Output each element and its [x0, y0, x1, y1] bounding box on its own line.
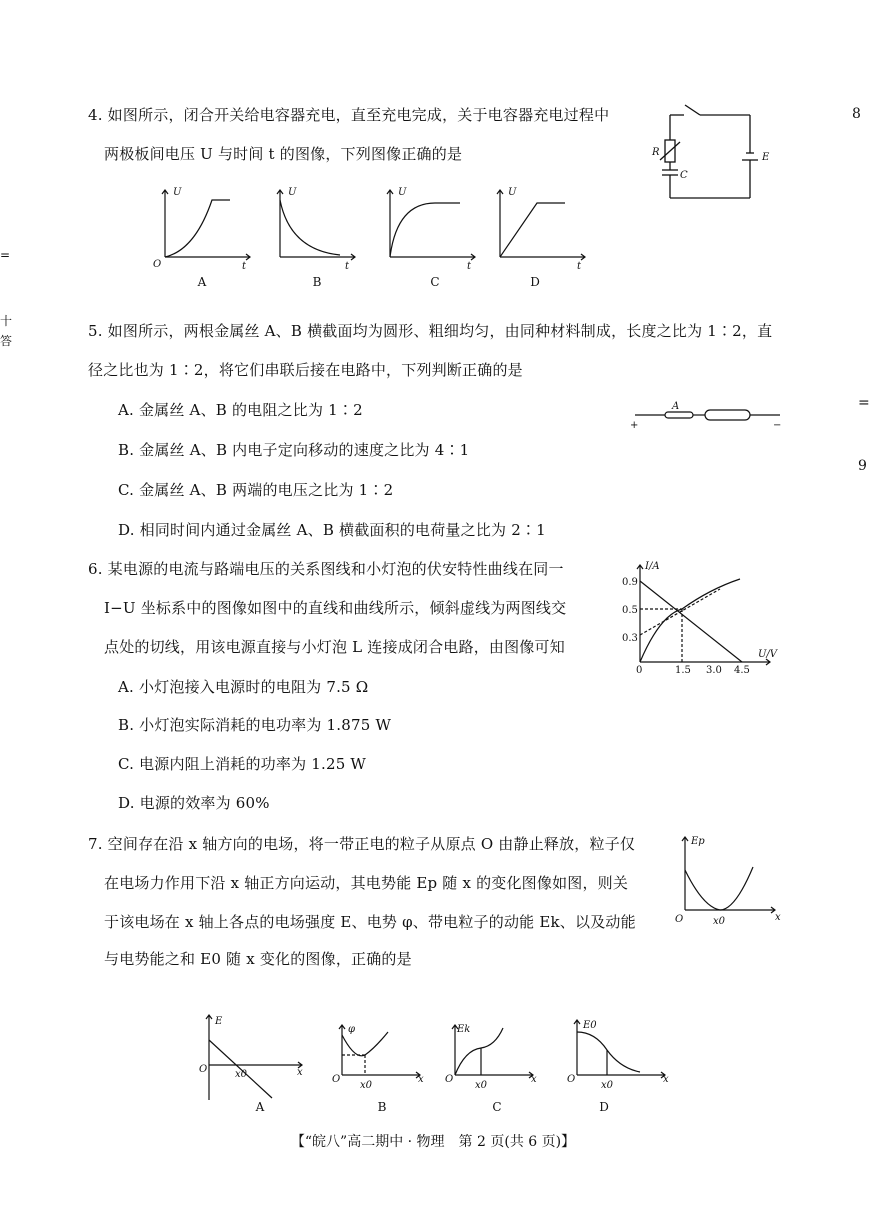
- q7-ep-graph: [675, 832, 785, 927]
- q4-graph-a: [150, 185, 260, 275]
- q7-graph-c: [443, 1020, 543, 1100]
- q7a-ylabel: E: [215, 1016, 223, 1027]
- q4c-xlabel: t: [467, 261, 472, 272]
- q7-graph-d: [565, 1020, 675, 1100]
- q7-line3: 于该电场在 x 轴上各点的电场强度 E、电势 φ、带电粒子的动能 Ek、以及动能: [104, 913, 636, 931]
- circuit-label-e: E: [762, 152, 770, 163]
- q6-xtick-0: 1.5: [675, 665, 691, 676]
- q7a-xlabel: x: [297, 1067, 303, 1078]
- wire-minus: −: [773, 420, 782, 431]
- q4-caption-c: C: [430, 275, 440, 289]
- q6-origin: 0: [636, 665, 643, 676]
- q7-caption-a: A: [255, 1100, 265, 1114]
- q7b-x0: x0: [360, 1080, 373, 1091]
- q6-ylabel: I/A: [645, 561, 660, 572]
- q7c-ylabel: Ek: [457, 1024, 471, 1035]
- q6-option-a: A. 小灯泡接入电源时的电阻为 7.5 Ω: [118, 678, 369, 696]
- margin-mark-left2: 十: [0, 314, 13, 328]
- wire-label-a: A: [672, 401, 680, 412]
- q7a-x0: x0: [235, 1069, 248, 1080]
- circuit-label-r: R: [652, 147, 660, 158]
- q7d-origin: O: [567, 1074, 576, 1085]
- margin-mark-8: 8: [852, 106, 861, 122]
- q7-caption-c: C: [492, 1100, 502, 1114]
- q4-caption-b: B: [312, 275, 322, 289]
- q4-caption-a: A: [197, 275, 207, 289]
- q6-xtick-2: 4.5: [734, 665, 750, 676]
- q6-line1: 6. 某电源的电流与路端电压的关系图线和小灯泡的伏安特性曲线在同一: [88, 560, 564, 578]
- q4c-ylabel: U: [398, 187, 407, 198]
- q5-wire-diagram: [630, 400, 790, 430]
- page-footer: 【“皖八”高二期中 · 物理 第 2 页(共 6 页)】: [290, 1134, 576, 1150]
- q6-option-c: C. 电源内阻上消耗的功率为 1.25 W: [118, 755, 367, 773]
- circuit-label-c: C: [680, 170, 688, 181]
- q7c-xlabel: x: [531, 1074, 537, 1085]
- q5-option-d: D. 相同时间内通过金属丝 A、B 横截面积的电荷量之比为 2∶1: [118, 521, 546, 539]
- q7b-xlabel: x: [418, 1074, 424, 1085]
- q4-graph-b: [265, 185, 375, 275]
- q7d-x0: x0: [601, 1080, 614, 1091]
- q6-ytick-1: 0.5: [622, 605, 638, 616]
- q7-line4: 与电势能之和 E0 随 x 变化的图像，正确的是: [104, 950, 412, 968]
- q6-xlabel: U/V: [758, 649, 778, 660]
- q7-ep-origin: O: [675, 914, 684, 925]
- q7a-origin: O: [199, 1064, 208, 1075]
- q7-caption-d: D: [599, 1100, 609, 1114]
- q7-graph-b: [330, 1020, 430, 1100]
- q4b-xlabel: t: [345, 261, 350, 272]
- wire-plus: +: [630, 420, 639, 431]
- q4a-origin: O: [153, 259, 162, 270]
- q4-graph-d: [485, 185, 595, 275]
- q7b-ylabel: φ: [348, 1024, 356, 1035]
- q6-option-b: B. 小灯泡实际消耗的电功率为 1.875 W: [118, 716, 392, 734]
- q4d-ylabel: U: [508, 187, 517, 198]
- q7b-origin: O: [332, 1074, 341, 1085]
- q4a-ylabel: U: [173, 187, 182, 198]
- q4-line2: 两极板间电压 U 与时间 t 的图像，下列图像正确的是: [104, 145, 463, 163]
- q6-ytick-0: 0.9: [622, 577, 638, 588]
- q4a-xlabel: t: [242, 261, 247, 272]
- q7c-x0: x0: [475, 1080, 488, 1091]
- q7d-xlabel: x: [663, 1074, 669, 1085]
- q6-option-d: D. 电源的效率为 60%: [118, 794, 270, 812]
- q4-graph-c: [375, 185, 485, 275]
- q6-xtick-1: 3.0: [706, 665, 722, 676]
- margin-mark-left3: 答: [0, 334, 13, 348]
- q5-option-b: B. 金属丝 A、B 内电子定向移动的速度之比为 4∶1: [118, 441, 470, 459]
- margin-mark-eq: =: [858, 395, 870, 411]
- q7-line2: 在电场力作用下沿 x 轴正方向运动，其电势能 Ep 随 x 的变化图像如图，则关: [104, 874, 629, 892]
- q7-ep-ylabel: Ep: [691, 836, 705, 847]
- margin-mark-9: 9: [858, 458, 867, 474]
- q4-circuit-diagram: [650, 100, 770, 200]
- q6-line3: 点处的切线，用该电源直接与小灯泡 L 连接成闭合电路，由图像可知: [104, 638, 565, 656]
- q7-line1: 7. 空间存在沿 x 轴方向的电场，将一带正电的粒子从原点 O 由静止释放，粒子仅: [88, 835, 636, 853]
- q5-line2: 径之比也为 1∶2，将它们串联后接在电路中，下列判断正确的是: [88, 361, 523, 379]
- q6-iu-graph: [620, 557, 780, 682]
- q7d-ylabel: E0: [583, 1020, 597, 1031]
- q7-ep-x0: x0: [713, 916, 726, 927]
- q7c-origin: O: [445, 1074, 454, 1085]
- q4b-ylabel: U: [288, 187, 297, 198]
- q5-option-a: A. 金属丝 A、B 的电阻之比为 1∶2: [118, 401, 363, 419]
- q4d-xlabel: t: [577, 261, 582, 272]
- q5-option-c: C. 金属丝 A、B 两端的电压之比为 1∶2: [118, 481, 394, 499]
- q7-ep-xlabel: x: [775, 912, 781, 923]
- q6-line2: I−U 坐标系中的图像如图中的直线和曲线所示，倾斜虚线为两图线交: [104, 599, 567, 617]
- q7-graph-a: [197, 1010, 312, 1105]
- q6-ytick-2: 0.3: [622, 633, 638, 644]
- q7-caption-b: B: [377, 1100, 387, 1114]
- q5-line1: 5. 如图所示，两根金属丝 A、B 横截面均为圆形、粗细均匀，由同种材料制成，长度之比为 1∶2，直: [88, 322, 773, 340]
- q4-line1: 4. 如图所示，闭合开关给电容器充电，直至充电完成，关于电容器充电过程中: [88, 106, 610, 124]
- margin-mark-left1: =: [0, 248, 11, 262]
- q4-caption-d: D: [530, 275, 540, 289]
